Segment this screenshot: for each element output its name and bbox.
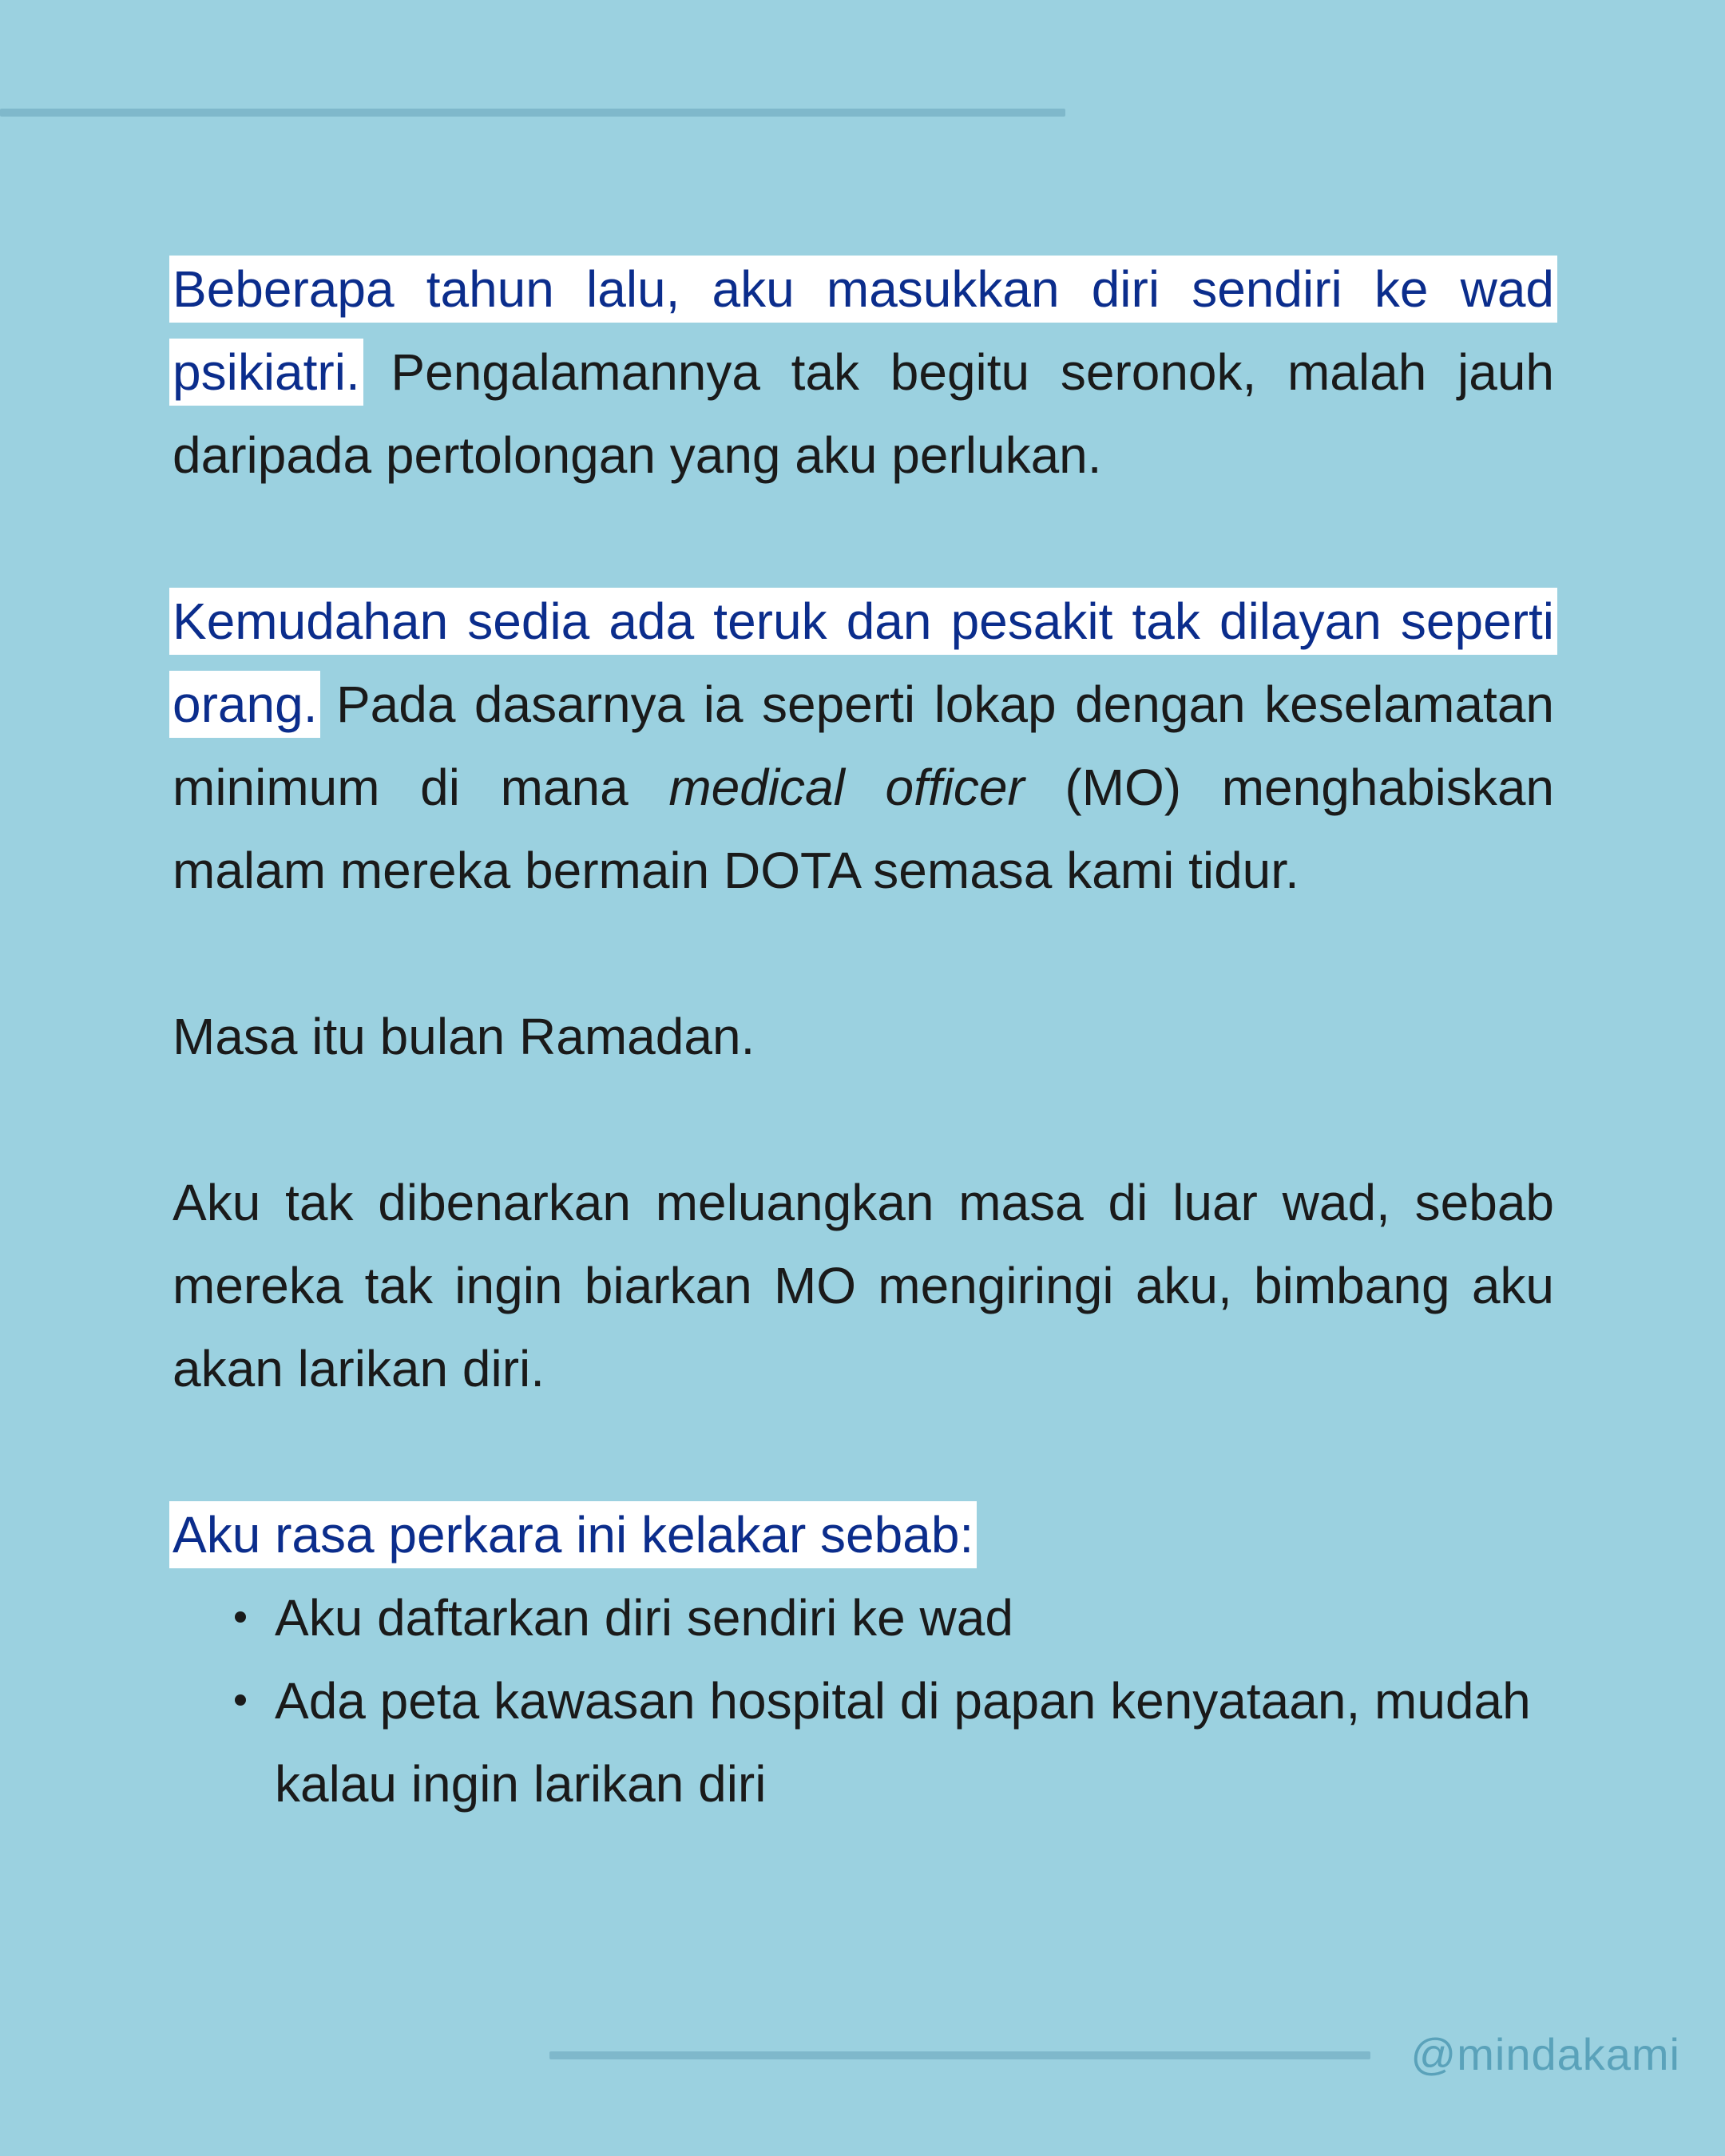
bullet-icon: [235, 1694, 246, 1706]
social-handle: @mindakami: [1410, 2029, 1680, 2079]
paragraph-text: Pada dasarnya ia seperti lokap dengan keselamatan minimum di mana: [172, 676, 1554, 816]
paragraph-3: Masa itu bulan Ramadan.: [172, 1008, 755, 1065]
list-intro: [172, 1493, 1554, 1576]
italic-term: medical officer: [668, 759, 1025, 816]
highlighted-text: Kemudahan sedia ada teruk dan pesakit tak dilayan seperti orang.: [169, 588, 1557, 738]
top-divider: [0, 109, 1065, 117]
paragraph-4: Aku tak dibenarkan meluangkan masa di luar wad, sebab mereka tak ingin biarkan MO mengiringi aku, bimbang aku akan larikan diri.: [172, 1174, 1554, 1397]
list-item: [275, 1576, 1554, 1659]
bottom-divider: [549, 2051, 1370, 2059]
list-item-text: Aku daftarkan diri sendiri ke wad: [275, 1589, 1013, 1647]
list-item: [275, 1659, 1554, 1825]
bullet-list: [172, 1576, 1554, 1825]
post-content: [172, 248, 1554, 1825]
highlighted-text: Beberapa tahun lalu, aku masukkan diri sendiri ke wad psikiatri.: [169, 256, 1557, 406]
paragraph-2: [172, 580, 1554, 912]
paragraph-1: [172, 248, 1554, 497]
bullet-icon: [235, 1611, 246, 1623]
paragraph-text: Pengalamannya tak begitu seronok, malah jauh daripada pertolongan yang aku perlukan.: [172, 343, 1554, 484]
list-item-text: Ada peta kawasan hospital di papan kenyataan, mudah kalau ingin larikan diri: [275, 1672, 1531, 1813]
highlighted-text: Aku rasa perkara ini kelakar sebab:: [169, 1501, 977, 1568]
paragraph-text: (MO) menghabiskan malam mereka bermain DOTA semasa kami tidur.: [172, 759, 1555, 899]
